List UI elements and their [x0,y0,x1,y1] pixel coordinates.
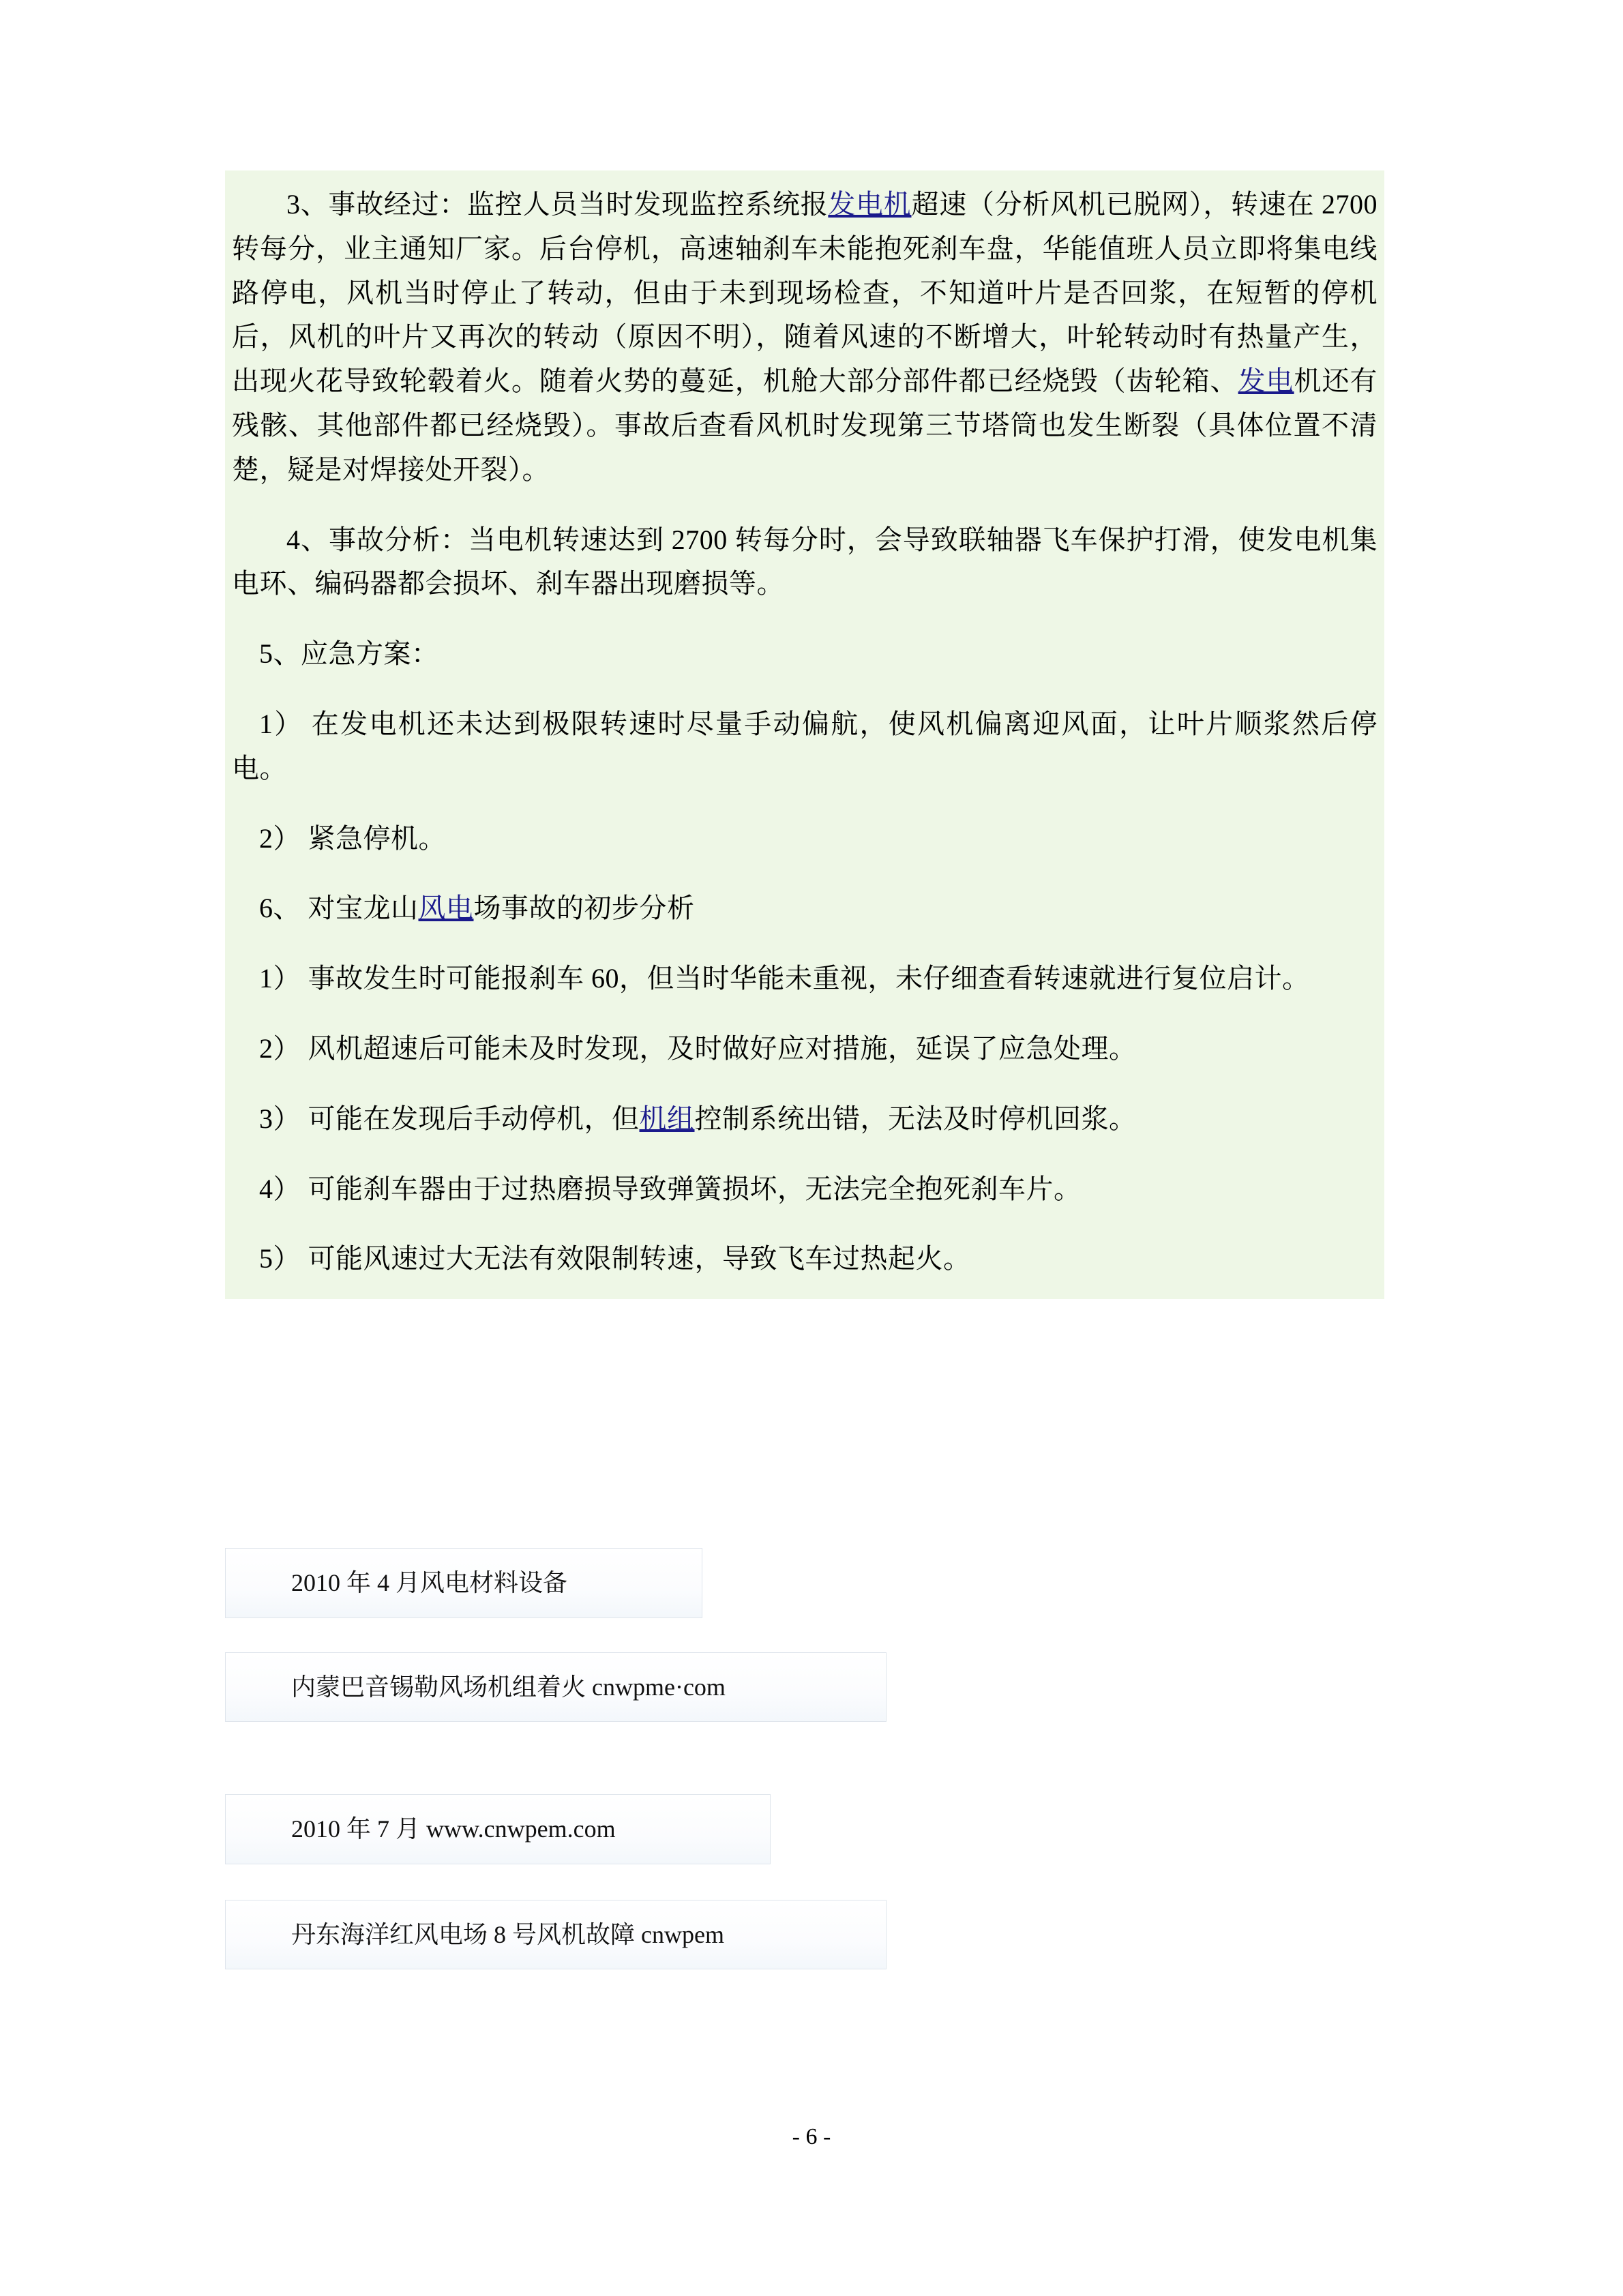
link-box-label: 内蒙巴音锡勒风场机组着火 cnwpme·com [291,1673,726,1701]
text-run: 5、应急方案： [259,638,439,670]
paragraph-analysis-item-3 [232,1097,1378,1142]
paragraph-analysis-item-5 [232,1237,1378,1281]
page-number: - 6 - [792,2124,831,2149]
text-run: 3） 可能在发现后手动停机，但 [259,1103,640,1134]
text-run: 4、事故分析：当电机转速达到 2700 转每分时，会导致联轴器飞车保护打滑，使发电机集电环、编码器都会损坏、刹车器出现磨损等。 [232,524,1378,599]
text-run: 2） 风机超速后可能未及时发现，及时做好应对措施，延误了应急处理。 [259,1032,1137,1064]
text-run: 超速（分析风机已脱网），转速在 2700 转每分，业主通知厂家。后台停机，高速轴刹车未能抱死刹车盘，华能值班人员立即将集电线路停电，风机当时停止了转动，但由于未到现场检查，不知道叶片是否回浆，在短暂的停机后，风机的叶片又再次的转动（原因不明），随着风速的不断增大，叶轮转动时有热量产生，出现火花导致轮毂着火。随着火势的蔓延，机舱大部分部件都已经烧毁（齿轮箱、 [232,189,1378,397]
text-run: 1） 在发电机还未达到极限转速时尽量手动偏航，使风机偏离迎风面，让叶片顺浆然后停电。 [232,708,1378,784]
link-box-label: 2010 年 7 月 www.cnwpem.com [291,1815,616,1843]
highlighted-text-block [225,170,1384,1299]
paragraph-emergency-item-1 [232,702,1378,791]
link-box-label: 丹东海洋红风电场 8 号风机故障 cnwpem [291,1920,724,1948]
link-box-dandong-fault[interactable] [225,1900,887,1970]
link-wind-power[interactable]: 风电 [418,893,474,924]
text-run: 1） 事故发生时可能报刹车 60，但当时华能未重视，未仔细查看转速就进行复位启计。 [259,963,1310,994]
paragraph-accident-process [232,183,1378,492]
document-body [225,170,1384,1299]
link-box-2010-04-materials[interactable] [225,1548,702,1618]
text-run: 机还有残骸、其他部件都已经烧毁）。事故后查看风机时发现第三节塔筒也发生断裂（具体位置不清楚，疑是对焊接处开裂）。 [232,366,1378,485]
link-box-list [225,1548,1425,1969]
text-run: 4） 可能刹车器由于过热磨损导致弹簧损坏，无法完全抱死刹车片。 [259,1173,1082,1204]
paragraph-emergency-plan-title [232,632,1378,676]
paragraph-accident-analysis [232,518,1378,607]
paragraph-emergency-item-2 [232,817,1378,861]
text-run: 5） 可能风速过大无法有效限制转速，导致飞车过热起火。 [259,1243,971,1274]
link-box-bayinxile-fire[interactable] [225,1652,887,1723]
link-unit[interactable]: 机组 [639,1103,695,1134]
text-run: 6、 对宝龙山 [259,893,419,924]
text-run: 2） 紧急停机。 [259,822,446,854]
link-generator[interactable]: 发电机 [828,189,912,220]
paragraph-analysis-item-2 [232,1027,1378,1071]
link-box-2010-07-cnwpem[interactable] [225,1794,771,1864]
paragraph-analysis-item-4 [232,1167,1378,1212]
text-run: 控制系统出错，无法及时停机回浆。 [694,1103,1137,1134]
paragraph-analysis-item-1 [232,957,1378,1001]
link-power-generation[interactable]: 发电 [1238,366,1294,397]
text-run: 3、事故经过：监控人员当时发现监控系统报 [286,189,829,220]
text-run: 场事故的初步分析 [473,893,695,924]
link-box-label: 2010 年 4 月风电材料设备 [291,1569,568,1596]
paragraph-preliminary-analysis-title [232,886,1378,931]
